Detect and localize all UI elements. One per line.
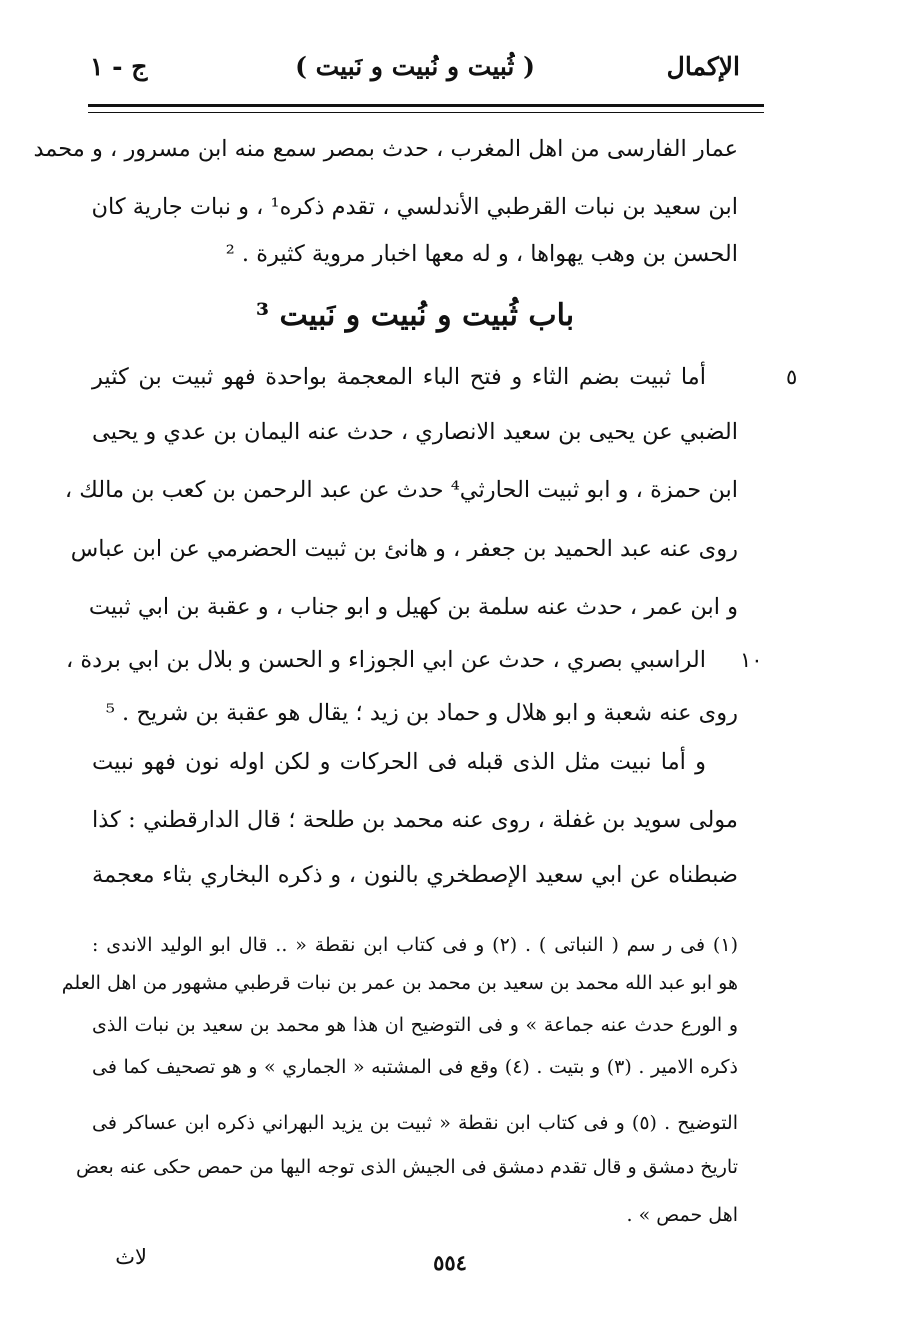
body-line: ضبطناه عن ابي سعيد الإصطخري بالنون ، و ذكره البخاري بثاء معجمة bbox=[92, 862, 738, 888]
book-title: الإكمال bbox=[666, 52, 740, 81]
footnote-line: هو ابو عبد الله محمد بن سعيد بن محمد بن عمر بن نبات قرطبي مشهور من اهل العلم bbox=[61, 972, 738, 994]
body-line: عمار الفارسى من اهل المغرب ، حدث بمصر سمع منه ابن مسرور ، و محمد bbox=[33, 136, 738, 162]
body-line: مولى سويد بن غفلة ، روى عنه محمد بن طلحة ؛ قال الدارقطني : كذا bbox=[92, 807, 738, 833]
footnote-line: تاريخ دمشق و قال تقدم دمشق فى الجيش الذى توجه اليها من حمص حكى عنه بعض bbox=[76, 1156, 738, 1178]
section-title: باب ثُبيت و نُبيت و نَبيت ³ bbox=[255, 298, 575, 333]
running-header bbox=[90, 52, 740, 100]
signature-mark: لاث bbox=[115, 1245, 147, 1269]
line-number: ٥ bbox=[786, 365, 798, 389]
body-line: ابن حمزة ، و ابو ثبيت الحارثي⁴ حدث عن عبد الرحمن بن كعب بن مالك ، bbox=[64, 477, 738, 503]
line-number: ١٠ bbox=[740, 648, 763, 672]
body-line: الضبي عن يحيى بن سعيد الانصاري ، حدث عنه اليمان بن عدي و يحيى bbox=[91, 419, 738, 445]
body-line: ابن سعيد بن نبات القرطبي الأندلسي ، تقدم ذكره¹ ، و نبات جارية كان bbox=[91, 194, 738, 220]
footnote-line: و الورع حدث عنه جماعة » و فى التوضيح ان هذا هو محمد بن سعيد بن نبات الذى bbox=[92, 1014, 738, 1036]
page-title: ( ثُبيت و نُبيت و نَبيت ) bbox=[295, 52, 535, 81]
body-line: روى عنه عبد الحميد بن جعفر ، و هانئ بن ثبيت الحضرمي عن ابن عباس bbox=[70, 536, 738, 562]
body-line: الحسن بن وهب يهواها ، و له معها اخبار مروية كثيرة . ² bbox=[225, 241, 738, 267]
body-line: و ابن عمر ، حدث عنه سلمة بن كهيل و ابو جناب ، و عقبة بن ابي ثبيت bbox=[88, 594, 738, 620]
body-line: أما ثبيت بضم الثاء و فتح الباء المعجمة بواحدة فهو ثبيت بن كثير bbox=[92, 364, 706, 390]
header-rule-thin bbox=[88, 112, 764, 113]
footnote-line: اهل حمص » . bbox=[626, 1204, 738, 1226]
body-line: و أما نبيت مثل الذى قبله فى الحركات و لكن اوله نون فهو نبيت bbox=[92, 749, 706, 775]
body-line: روى عنه شعبة و ابو هلال و حماد بن زيد ؛ يقال هو عقبة بن شريح . ⁵ bbox=[105, 700, 738, 726]
body-line: الراسبي بصري ، حدث عن ابي الجوزاء و الحسن و بلال بن ابي بردة ، bbox=[65, 647, 706, 673]
volume-label: ج - ١ bbox=[90, 52, 148, 81]
header-rule-thick bbox=[88, 104, 764, 107]
footnote-line: (١) فى ر سم ( النباتى ) . (٢) و فى كتاب ابن نقطة « .. قال ابو الوليد الاندى : bbox=[92, 934, 738, 956]
footnote-line: ذكره الامير . (٣) و بتيت . (٤) وقع فى المشتبه « الجماري » و هو تصحيف كما فى bbox=[92, 1056, 738, 1078]
page-number: ٥٥٤ bbox=[433, 1250, 467, 1275]
footnote-line: التوضيح . (٥) و فى كتاب ابن نقطة « ثبيت بن يزيد البهراني ذكره ابن عساكر فى bbox=[92, 1112, 738, 1134]
